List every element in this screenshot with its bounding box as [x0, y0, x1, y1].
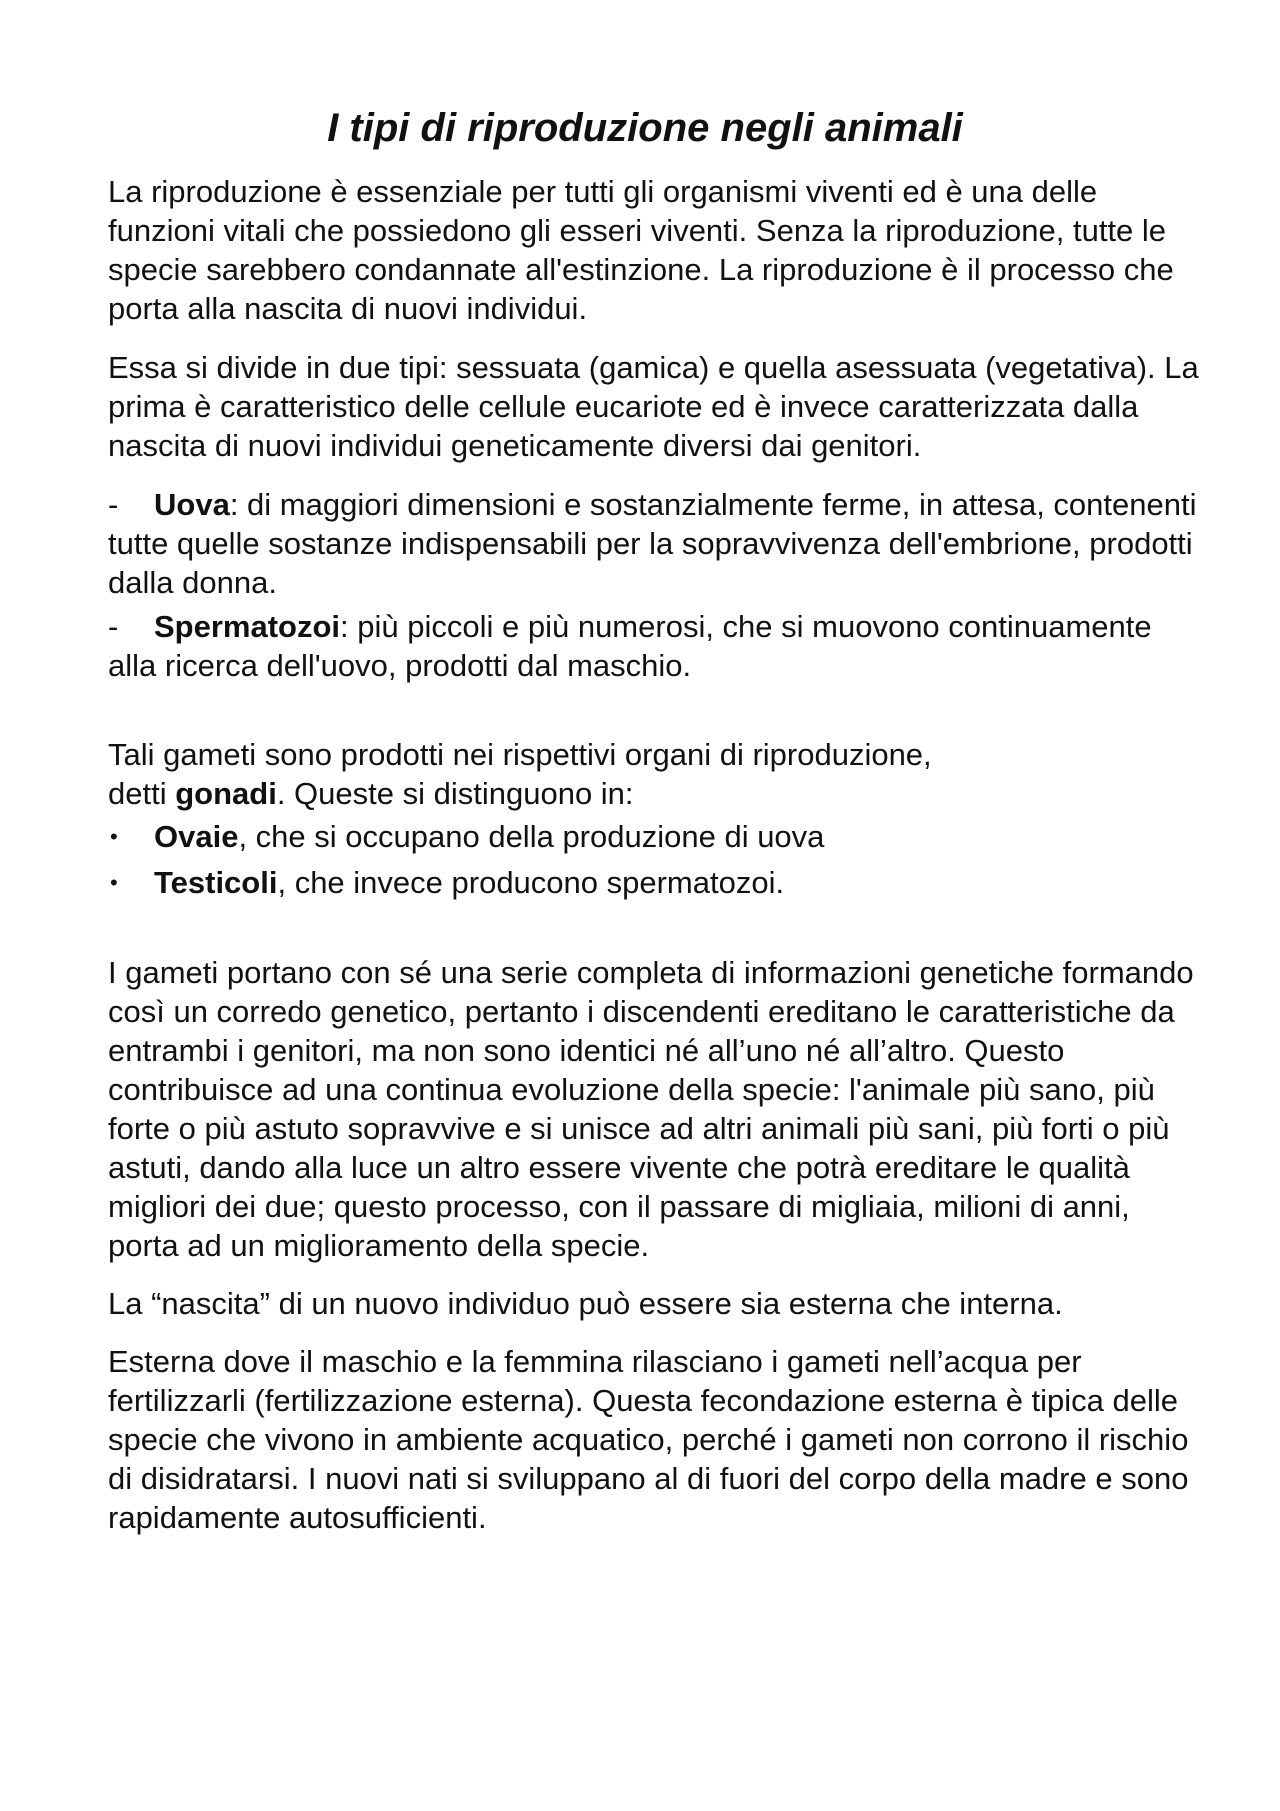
dash-marker: - — [108, 487, 119, 522]
bullet-marker: • — [110, 824, 118, 849]
gonadi-line-1: Tali gameti sono prodotti nei rispettivi organi di riproduzione, — [108, 737, 932, 772]
paragraph-tipi: Essa si divide in due tipi: sessuata (gamica) e quella asessuata (vegetativa). La prima è caratteristico delle cellule eucariote ed è invece caratterizzata dalla nascita di nuovi individui geneticamente diversi dai genitori. — [108, 350, 1199, 463]
gamete-term: Spermatozoi — [154, 609, 341, 644]
paragraph-esterna: Esterna dove il maschio e la femmina rilasciano i gameti nell’acqua per fertilizzarli (fertilizzazione esterna). Questa fecondazione esterna è tipica delle specie che vivono in ambiente acquatico, perché i gameti non corrono il rischio di disidratarsi. I nuovi nati si sviluppano al di fuori del corpo della madre e sono rapidamente autosufficienti. — [108, 1344, 1189, 1535]
gamete-description: : più piccoli e più numerosi, che si muovono continuamente alla ricerca dell'uovo, prodotti dal maschio. — [108, 609, 1152, 683]
list-item-text: , che si occupano della produzione di uova — [238, 819, 825, 854]
list-item-term: Ovaie — [154, 819, 239, 854]
document-page — [108, 104, 1208, 1537]
list-item-text: , che invece producono spermatozoi. — [277, 865, 785, 900]
list-item-term: Testicoli — [154, 865, 278, 900]
gamete-description: : di maggiori dimensioni e sostanzialmente ferme, in attesa, contenenti tutte quelle sostanze indispensabili per la sopravvivenza dell'embrione, prodotti dalla donna. — [108, 487, 1197, 600]
gonadi-term: gonadi — [175, 776, 277, 811]
document-title: I tipi di riproduzione negli animali — [327, 106, 963, 150]
gonadi-line-2-suffix: . Queste si distinguono in: — [276, 776, 634, 811]
paragraph-nascita: La “nascita” di un nuovo individuo può essere sia esterna che interna. — [108, 1286, 1063, 1321]
paragraph-gameti: I gameti portano con sé una serie completa di informazioni genetiche formando così un corredo genetico, pertanto i discendenti ereditano le caratteristiche da entrambi i genitori, ma non sono identici né all’uno né all’altro. Questo contribuisce ad una continua evoluzione della specie: l'animale più sano, più forte o più astuto sopravvive e si unisce ad altri animali più sani, più forti o più astuti, dando alla luce un altro essere vivente che potrà ereditare le qualità migliori dei due; questo processo, con il passare di migliaia, milioni di anni, porta ad un miglioramento della specie. — [108, 955, 1194, 1263]
gamete-item-spermatozoi — [108, 607, 1208, 685]
dash-marker: - — [108, 609, 119, 644]
gamete-term: Uova — [154, 487, 230, 522]
list-item-testicoli — [108, 863, 1208, 902]
list-item-ovaie — [108, 817, 1208, 856]
bullet-marker: • — [110, 870, 118, 895]
gonadi-line-2-prefix: detti — [108, 776, 176, 811]
paragraph-gonadi — [108, 735, 1208, 813]
gonadi-list — [108, 817, 1208, 902]
gamete-item-uova — [108, 485, 1208, 602]
paragraph-intro: La riproduzione è essenziale per tutti gli organismi viventi ed è una delle funzioni vitali che possiedono gli esseri viventi. Senza la riproduzione, tutte le specie sarebbero condannate all'estinzione. La riproduzione è il processo che porta alla nascita di nuovi individui. — [108, 174, 1174, 326]
